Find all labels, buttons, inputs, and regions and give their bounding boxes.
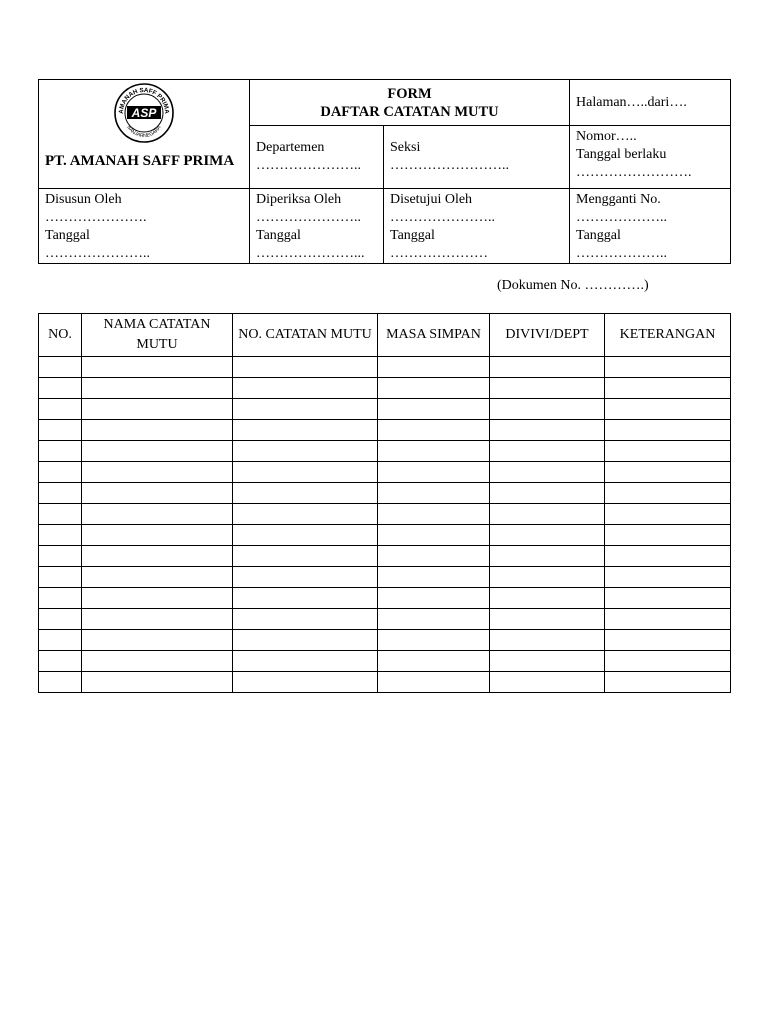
table-cell[interactable]	[378, 525, 490, 546]
table-cell[interactable]	[39, 357, 82, 378]
table-cell[interactable]	[39, 462, 82, 483]
table-cell[interactable]	[490, 357, 605, 378]
disusun-dots: ………………….	[45, 210, 147, 225]
table-cell[interactable]	[378, 630, 490, 651]
table-cell[interactable]	[39, 504, 82, 525]
diperiksa-tanggal-dots: …………………...	[256, 246, 365, 261]
form-title-line2: DAFTAR CATATAN MUTU	[320, 103, 499, 120]
table-cell[interactable]	[82, 399, 233, 420]
company-logo	[113, 82, 175, 144]
table-cell[interactable]	[233, 651, 378, 672]
table-cell[interactable]	[82, 378, 233, 399]
table-cell[interactable]	[605, 609, 731, 630]
table-row	[39, 420, 731, 441]
disetujui-field	[384, 189, 570, 264]
svg-text:ASP: ASP	[131, 106, 157, 120]
table-cell[interactable]	[490, 483, 605, 504]
table-cell[interactable]	[39, 630, 82, 651]
disusun-tanggal-label: Tanggal	[45, 228, 90, 243]
catatan-mutu-table	[38, 313, 731, 693]
table-cell[interactable]	[605, 546, 731, 567]
tanggal-berlaku-dots: …………………….	[576, 165, 692, 180]
table-cell[interactable]	[233, 609, 378, 630]
table-cell[interactable]	[233, 420, 378, 441]
disetujui-dots: …………………..	[390, 210, 495, 225]
table-row	[39, 504, 731, 525]
table-cell[interactable]	[82, 441, 233, 462]
document-number: (Dokumen No. ………….)	[497, 278, 649, 293]
table-cell[interactable]	[39, 588, 82, 609]
table-cell[interactable]	[82, 651, 233, 672]
table-cell[interactable]	[605, 630, 731, 651]
table-cell[interactable]	[378, 462, 490, 483]
table-cell[interactable]	[605, 567, 731, 588]
table-row	[39, 399, 731, 420]
table-cell[interactable]	[490, 504, 605, 525]
table-cell[interactable]	[39, 672, 82, 693]
departemen-label: Departemen	[256, 140, 325, 155]
col-header-masa-simpan: MASA SIMPAN	[378, 314, 490, 357]
table-row	[39, 546, 731, 567]
table-row	[39, 441, 731, 462]
table-cell[interactable]	[82, 504, 233, 525]
table-cell[interactable]	[233, 630, 378, 651]
table-cell[interactable]	[378, 399, 490, 420]
table-body	[39, 357, 731, 693]
table-cell[interactable]	[378, 483, 490, 504]
table-cell[interactable]	[82, 567, 233, 588]
mengganti-dots: ………………..	[576, 210, 668, 225]
table-cell[interactable]	[490, 399, 605, 420]
table-cell[interactable]	[233, 399, 378, 420]
table-cell[interactable]	[233, 672, 378, 693]
table-cell[interactable]	[233, 525, 378, 546]
table-row	[39, 462, 731, 483]
mengganti-field	[570, 189, 731, 264]
table-cell[interactable]	[378, 546, 490, 567]
table-cell[interactable]	[605, 399, 731, 420]
table-cell[interactable]	[39, 441, 82, 462]
table-cell[interactable]	[605, 441, 731, 462]
disetujui-label: Disetujui Oleh	[390, 192, 473, 207]
col-header-no: NO.	[39, 314, 82, 357]
table-cell[interactable]	[605, 357, 731, 378]
mengganti-tanggal-label: Tanggal	[576, 228, 621, 243]
table-row	[39, 672, 731, 693]
table-cell[interactable]	[82, 525, 233, 546]
table-cell[interactable]	[490, 420, 605, 441]
table-cell[interactable]	[233, 357, 378, 378]
table-cell[interactable]	[378, 672, 490, 693]
table-row	[39, 357, 731, 378]
table-cell[interactable]	[605, 462, 731, 483]
table-cell[interactable]	[233, 378, 378, 399]
table-row	[39, 483, 731, 504]
table-row	[39, 630, 731, 651]
table-cell[interactable]	[490, 630, 605, 651]
table-cell[interactable]	[39, 651, 82, 672]
company-cell	[39, 80, 250, 189]
table-cell[interactable]	[82, 588, 233, 609]
table-cell[interactable]	[490, 567, 605, 588]
table-cell[interactable]	[490, 651, 605, 672]
table-cell[interactable]	[490, 462, 605, 483]
departemen-field	[250, 126, 384, 189]
disusun-tanggal-dots: …………………..	[45, 246, 150, 261]
seksi-field	[384, 126, 570, 189]
table-cell[interactable]	[378, 504, 490, 525]
table-cell[interactable]	[233, 546, 378, 567]
table-cell[interactable]	[605, 525, 731, 546]
table-cell[interactable]	[233, 567, 378, 588]
disusun-field	[39, 189, 250, 264]
table-row	[39, 588, 731, 609]
table-cell[interactable]	[490, 441, 605, 462]
table-cell[interactable]	[490, 378, 605, 399]
table-cell[interactable]	[82, 420, 233, 441]
table-cell[interactable]	[233, 441, 378, 462]
departemen-dots: …………………..	[256, 158, 361, 173]
table-cell[interactable]	[490, 609, 605, 630]
table-cell[interactable]	[82, 609, 233, 630]
table-cell[interactable]	[39, 399, 82, 420]
table-cell[interactable]	[605, 504, 731, 525]
table-cell[interactable]	[605, 378, 731, 399]
table-row	[39, 651, 731, 672]
diperiksa-dots: …………………..	[256, 210, 361, 225]
table-cell[interactable]	[82, 483, 233, 504]
table-cell[interactable]	[39, 567, 82, 588]
disetujui-tanggal-dots: …………………	[390, 246, 488, 261]
table-cell[interactable]	[233, 504, 378, 525]
table-cell[interactable]	[605, 588, 731, 609]
nomor-field	[570, 126, 731, 189]
col-header-divisi-dept: DIVIVI/DEPT	[490, 314, 605, 357]
table-cell[interactable]	[378, 588, 490, 609]
table-cell[interactable]	[82, 357, 233, 378]
svg-text:AMANAH SAFF PRIMA: AMANAH SAFF PRIMA	[117, 86, 171, 114]
diperiksa-label: Diperiksa Oleh	[256, 192, 342, 207]
table-cell[interactable]	[378, 651, 490, 672]
mengganti-label: Mengganti No.	[576, 192, 661, 207]
diperiksa-tanggal-label: Tanggal	[256, 228, 301, 243]
table-cell[interactable]	[378, 441, 490, 462]
table-header-row	[39, 314, 731, 357]
seksi-dots: ……………………..	[390, 158, 509, 173]
form-title	[250, 80, 570, 126]
table-cell[interactable]	[39, 546, 82, 567]
table-cell[interactable]	[490, 546, 605, 567]
table-cell[interactable]	[378, 420, 490, 441]
table-cell[interactable]	[39, 378, 82, 399]
table-cell[interactable]	[378, 609, 490, 630]
tanggal-berlaku-label: Tanggal berlaku	[576, 147, 667, 162]
form-header-table	[38, 79, 731, 264]
nomor-label: Nomor…..	[576, 129, 637, 144]
table-cell[interactable]	[490, 672, 605, 693]
table-row	[39, 525, 731, 546]
form-title-line1: FORM	[387, 85, 432, 102]
table-row	[39, 609, 731, 630]
diperiksa-field	[250, 189, 384, 264]
table-cell[interactable]	[605, 651, 731, 672]
col-header-keterangan: KETERANGAN	[605, 314, 731, 357]
disusun-label: Disusun Oleh	[45, 192, 122, 207]
table-cell[interactable]	[233, 588, 378, 609]
disetujui-tanggal-label: Tanggal	[390, 228, 435, 243]
table-cell[interactable]	[39, 420, 82, 441]
table-cell[interactable]	[378, 378, 490, 399]
svg-text:BANJARNEGARA: BANJARNEGARA	[125, 124, 163, 140]
table-cell[interactable]	[82, 462, 233, 483]
table-cell[interactable]	[39, 525, 82, 546]
table-cell[interactable]	[605, 483, 731, 504]
table-cell[interactable]	[82, 546, 233, 567]
seksi-label: Seksi	[390, 140, 421, 155]
table-cell[interactable]	[39, 609, 82, 630]
table-cell[interactable]	[82, 672, 233, 693]
col-header-no-catatan: NO. CATATAN MUTU	[233, 314, 378, 357]
mengganti-tanggal-dots: ………………..	[576, 246, 668, 261]
halaman-field: Halaman…..dari….	[570, 80, 731, 126]
table-cell[interactable]	[233, 462, 378, 483]
table-cell[interactable]	[490, 525, 605, 546]
table-cell[interactable]	[233, 483, 378, 504]
table-cell[interactable]	[605, 420, 731, 441]
table-cell[interactable]	[490, 588, 605, 609]
table-cell[interactable]	[605, 672, 731, 693]
table-row	[39, 378, 731, 399]
table-cell[interactable]	[39, 483, 82, 504]
company-name: PT. AMANAH SAFF PRIMA	[45, 153, 235, 169]
table-cell[interactable]	[378, 357, 490, 378]
table-row	[39, 567, 731, 588]
col-header-nama-catatan: NAMA CATATAN MUTU	[82, 314, 233, 357]
table-cell[interactable]	[82, 630, 233, 651]
table-cell[interactable]	[378, 567, 490, 588]
